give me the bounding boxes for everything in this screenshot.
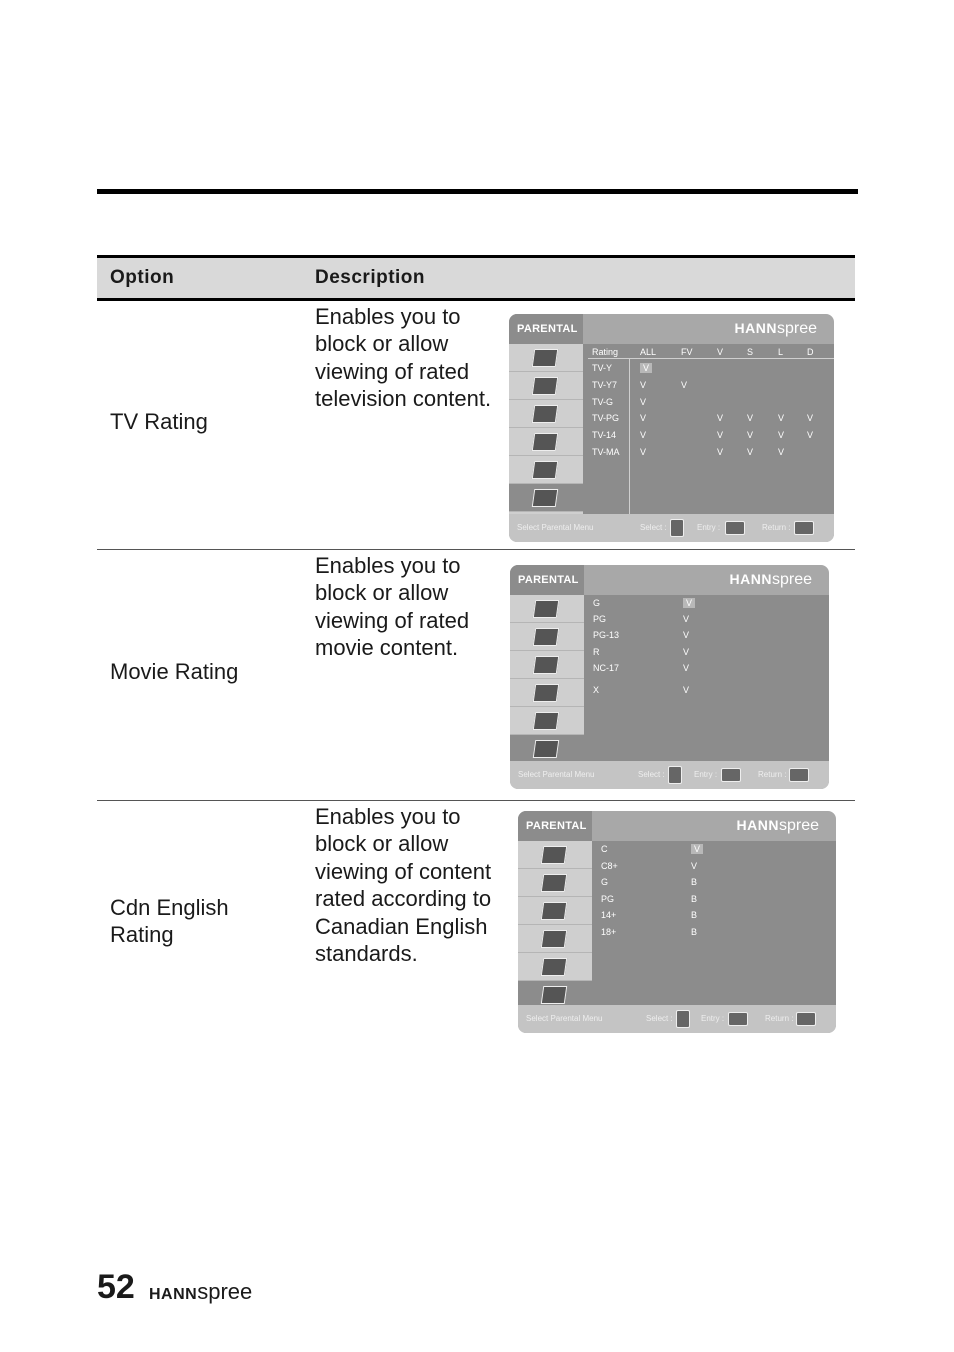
rating-value: V xyxy=(717,413,724,424)
rating-label: PG xyxy=(601,893,615,904)
footer-hint: Select Parental Menu xyxy=(518,770,595,779)
tv-icon xyxy=(510,651,584,679)
rating-value: V xyxy=(691,860,698,871)
return-label: Return : xyxy=(758,770,787,779)
rating-value: V xyxy=(683,685,690,695)
osd-title: PARENTAL xyxy=(518,811,592,841)
rating-value: V xyxy=(683,630,690,640)
wrench-icon xyxy=(518,953,592,981)
osd-side-menu xyxy=(518,841,592,1007)
enter-key-icon xyxy=(728,1012,748,1026)
rating-label: PG-13 xyxy=(593,630,620,640)
tv-icon xyxy=(518,897,592,925)
tv-grid-header: FV xyxy=(681,347,693,357)
rating-value: V xyxy=(640,396,647,407)
picture-icon xyxy=(518,925,592,953)
select-label: Select : xyxy=(646,1014,673,1023)
rating-label: TV-Y xyxy=(592,363,613,373)
picture-icon xyxy=(510,679,584,707)
select-label: Select : xyxy=(638,770,665,779)
rating-value: B xyxy=(691,910,698,920)
wrench-icon xyxy=(509,456,583,484)
option-cdn-english-rating: Cdn English Rating xyxy=(110,895,229,947)
rating-value: V xyxy=(640,379,647,390)
header-description: Description xyxy=(315,267,426,288)
rating-value: V xyxy=(681,379,688,390)
rating-value: V xyxy=(640,430,647,441)
speaker-icon xyxy=(518,869,592,897)
rating-label: C8+ xyxy=(601,860,618,871)
table-row xyxy=(97,801,855,1061)
rating-value: V xyxy=(807,430,814,441)
entry-label: Entry : xyxy=(694,770,718,779)
movie-rating-osd-screenshot xyxy=(510,565,829,789)
enter-key-icon xyxy=(721,768,741,782)
rating-value: V xyxy=(778,430,785,441)
osd-title: PARENTAL xyxy=(509,314,583,344)
return-label: Return : xyxy=(765,1014,794,1023)
options-table xyxy=(97,255,855,1061)
tv-grid-header: D xyxy=(807,347,814,357)
updown-key-icon xyxy=(676,1010,690,1028)
tv-rating-osd-screenshot xyxy=(509,314,834,542)
rating-value: V xyxy=(747,447,754,457)
rating-value: B xyxy=(691,893,698,904)
osd-footer xyxy=(518,1005,836,1033)
description-tv-rating: Enables you to block or allow viewing of rated television content. xyxy=(315,304,492,412)
rating-label: G xyxy=(593,598,601,608)
rating-value: V xyxy=(778,447,785,457)
speaker-icon xyxy=(509,372,583,400)
option-movie-rating: Movie Rating xyxy=(110,659,239,684)
rating-label: TV-14 xyxy=(592,430,617,441)
parental-lock-icon xyxy=(510,735,584,763)
return-label: Return : xyxy=(762,523,791,532)
enter-key-icon xyxy=(725,521,745,535)
osd-title: PARENTAL xyxy=(510,565,584,595)
rating-value: V xyxy=(747,413,754,424)
rating-label: TV-PG xyxy=(592,413,620,424)
osd-footer xyxy=(509,514,834,542)
description-movie-rating: Enables you to block or allow viewing of rated movie content. xyxy=(315,553,470,661)
top-rule xyxy=(97,189,858,194)
entry-label: Entry : xyxy=(701,1014,725,1023)
rating-value: B xyxy=(691,926,698,937)
rating-label: TV-G xyxy=(592,396,614,407)
rating-label: TV-MA xyxy=(592,447,620,457)
osd-footer xyxy=(510,761,829,789)
osd-main-panel xyxy=(592,841,836,1007)
rating-value: V xyxy=(747,430,754,441)
updown-key-icon xyxy=(670,519,684,537)
rating-value: V xyxy=(683,614,690,624)
osd-brand: HANNspree xyxy=(729,571,812,588)
menu-key-icon xyxy=(794,521,814,535)
header-option: Option xyxy=(110,267,175,288)
rating-label: C xyxy=(601,844,608,854)
rating-label: 18+ xyxy=(601,926,617,937)
tv-grid-header: Rating xyxy=(592,347,619,357)
rating-value: V xyxy=(683,663,690,673)
updown-key-icon xyxy=(668,766,682,784)
rating-value: B xyxy=(691,877,698,887)
rating-value: V xyxy=(778,413,785,424)
osd-side-menu xyxy=(509,344,583,514)
menu-key-icon xyxy=(796,1012,816,1026)
osd-brand: HANNspree xyxy=(734,320,817,337)
table-row xyxy=(97,301,855,550)
select-label: Select : xyxy=(640,523,667,532)
tv-grid-header: L xyxy=(778,347,784,357)
tv-grid-header: ALL xyxy=(640,347,657,357)
osd-side-menu xyxy=(510,595,584,761)
tv-grid-header: V xyxy=(717,347,724,357)
footer-brand-logo: HANNspree xyxy=(149,1279,253,1304)
search-icon xyxy=(518,841,592,869)
rating-value: V xyxy=(683,598,695,608)
table-header xyxy=(97,255,855,301)
cdn-rating-osd-screenshot xyxy=(518,811,836,1033)
rating-label: 14+ xyxy=(601,910,617,920)
rating-value: V xyxy=(691,844,703,854)
rating-value: V xyxy=(717,430,724,441)
rating-value: V xyxy=(640,363,652,373)
rating-label: PG xyxy=(593,614,607,624)
tv-icon xyxy=(509,400,583,428)
page-number: 52 xyxy=(97,1268,135,1306)
rating-label: X xyxy=(593,685,600,695)
speaker-icon xyxy=(510,623,584,651)
osd-brand: HANNspree xyxy=(736,817,819,834)
option-tv-rating: TV Rating xyxy=(110,409,208,434)
entry-label: Entry : xyxy=(697,523,721,532)
rating-label: TV-Y7 xyxy=(592,379,618,390)
rating-label: G xyxy=(601,877,609,887)
search-icon xyxy=(509,344,583,372)
rating-value: V xyxy=(683,647,690,657)
picture-icon xyxy=(509,428,583,456)
footer-hint: Select Parental Menu xyxy=(526,1014,603,1023)
table-row xyxy=(97,550,855,801)
rating-label: NC-17 xyxy=(593,663,620,673)
rating-value: V xyxy=(807,413,814,424)
rating-value: V xyxy=(717,447,724,457)
osd-main-panel xyxy=(583,344,834,514)
search-icon xyxy=(510,595,584,623)
parental-lock-icon xyxy=(509,484,583,512)
wrench-icon xyxy=(510,707,584,735)
tv-grid-header: S xyxy=(747,347,754,357)
menu-key-icon xyxy=(789,768,809,782)
footer-hint: Select Parental Menu xyxy=(517,523,594,532)
osd-main-panel xyxy=(584,595,829,761)
rating-value: V xyxy=(640,413,647,424)
description-cdn-english-rating: Enables you to block or allow viewing of content rated according to Canadian English standards. xyxy=(315,804,492,967)
rating-label: R xyxy=(593,647,600,657)
rating-value: V xyxy=(640,447,647,457)
